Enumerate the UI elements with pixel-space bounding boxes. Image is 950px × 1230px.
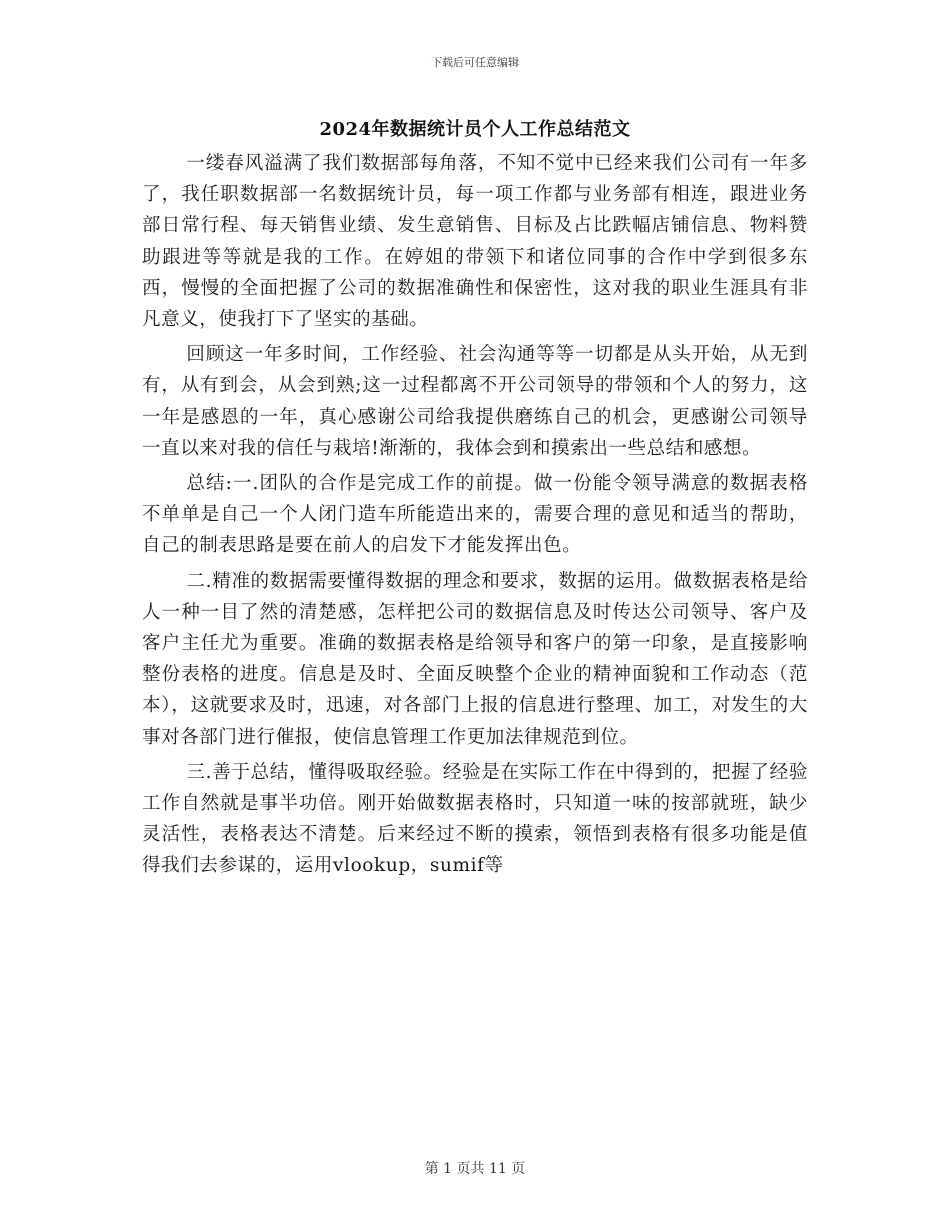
paragraph: 二.精准的数据需要懂得数据的理念和要求，数据的运用。做数据表格是给人一种一目了然的清楚感，怎样把公司的数据信息及时传达公司领导、客户及客户主任尤为重要。准确的数据表格是给领导和客户的第一印象，是直接影响整份表格的进度。信息是及时、全面反映整个企业的精神面貌和工作动态（范本），这就要求及时，迅速，对各部门上报的信息进行整理、加工，对发生的大事对各部门进行催报，使信息管理工作更加法律规范到位。 <box>142 570 808 748</box>
paragraph: 三.善于总结，懂得吸取经验。经验是在实际工作在中得到的，把握了经验工作自然就是事半功倍。刚开始做数据表格时，只知道一味的按部就班，缺少灵活性，表格表达不清楚。后来经过不断的摸索，领悟到表格有很多功能是值得我们去参谋的，运用vlookup，sumif等 <box>142 761 808 877</box>
document-title: 2024年数据统计员个人工作总结范文 <box>319 119 631 140</box>
paragraph: 回顾这一年多时间，工作经验、社会沟通等等一切都是从头开始，从无到有，从有到会，从会到熟;这一过程都离不开公司领导的带领和个人的努力，这一年是感恩的一年，真心感谢公司给我提供磨练自己的机会，更感谢公司领导一直以来对我的信任与栽培!渐渐的，我体会到和摸索出一些总结和感想。 <box>142 344 808 459</box>
paragraph: 总结:一.团队的合作是完成工作的前提。做一份能令领导满意的数据表格不单单是自己一个人闭门造车所能造出来的，需要合理的意见和适当的帮助，自己的制表思路是要在前人的启发下才能发挥出色。 <box>142 473 808 557</box>
page-header: 下载后可任意编辑 <box>431 56 519 69</box>
paragraph: 一缕春风溢满了我们数据部每角落，不知不觉中已经来我们公司有一年多了，我任职数据部一名数据统计员，每一项工作都与业务部有相连，跟进业务部日常行程、每天销售业绩、发生意销售、目标及占比跌幅店铺信息、物料赞助跟进等等就是我的工作。在婷姐的带领下和诸位同事的合作中学到很多东西，慢慢的全面把握了公司的数据准确性和保密性，这对我的职业生涯具有非凡意义，使我打下了坚实的基础。 <box>142 153 808 331</box>
document-body <box>142 148 808 886</box>
page-number: 第 1 页共 11 页 <box>424 1161 526 1177</box>
